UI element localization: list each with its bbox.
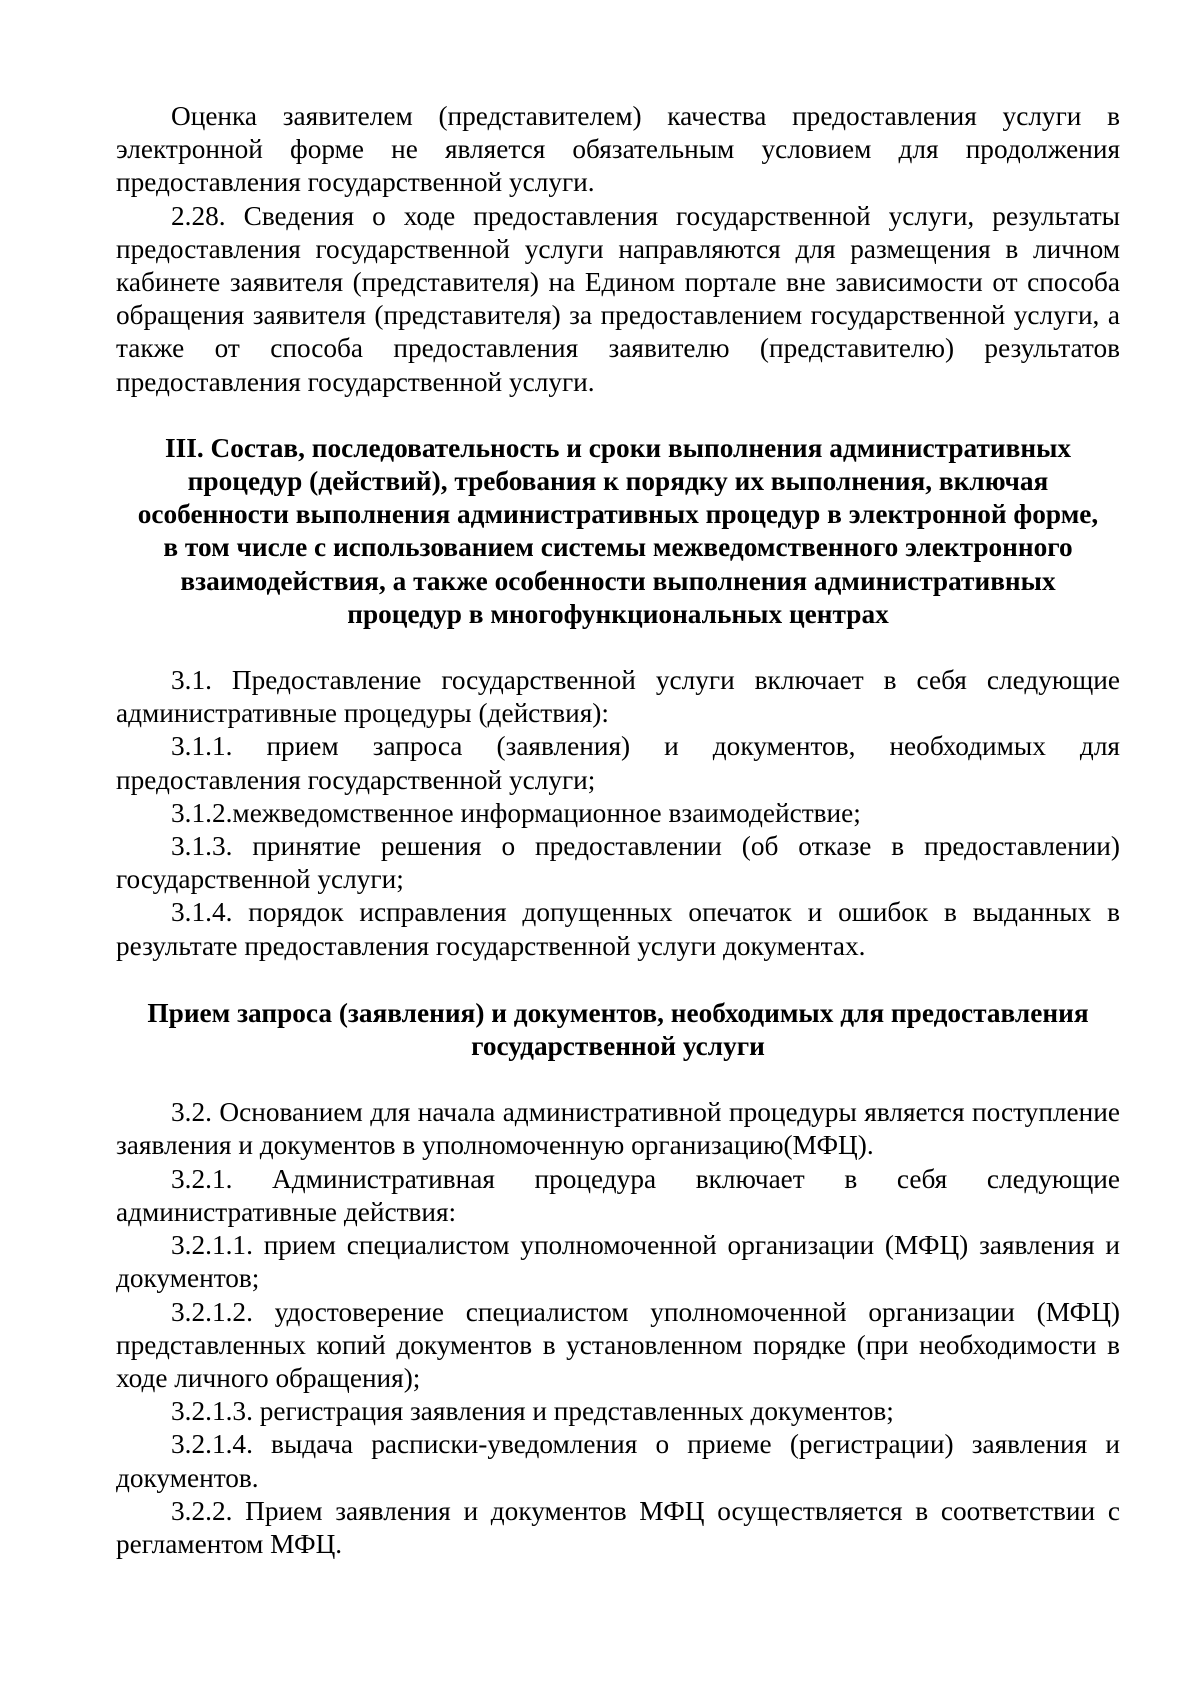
- section-3-heading-line: процедур в многофункциональных центрах: [347, 598, 889, 629]
- paragraph-3-2-1-3: 3.2.1.3. регистрация заявления и представленных документов;: [171, 1396, 894, 1427]
- paragraph-3-2: 3.2. Основанием для начала административной процедуры является поступление заявления и документов в уполномоченную организацию(МФЦ).: [116, 1097, 1120, 1161]
- subsection-heading-line: Прием запроса (заявления) и документов, необходимых для предоставления: [147, 997, 1089, 1028]
- paragraph-3-2-1-2: 3.2.1.2. удостоверение специалистом уполномоченной организации (МФЦ) представленных копий документов в установленном порядке (при необходимости в ходе личного обращения);: [116, 1296, 1120, 1393]
- paragraph-3-2-1: 3.2.1. Административная процедура включает в себя следующие административные действия:: [116, 1163, 1120, 1227]
- section-3-heading-line: процедур (действий), требования к порядку их выполнения, включая: [187, 466, 1049, 497]
- subsection-heading-line: государственной услуги: [471, 1031, 765, 1062]
- paragraph-3-1-1: 3.1.1. прием запроса (заявления) и документов, необходимых для предоставления государственной услуги;: [116, 731, 1120, 795]
- section-3-heading-line: особенности выполнения административных процедур в электронной форме,: [137, 499, 1099, 530]
- paragraph-3-1-4: 3.1.4. порядок исправления допущенных опечаток и ошибок в выданных в результате предоставления государственной услуги документах.: [116, 897, 1120, 961]
- section-3-heading: [116, 432, 1120, 631]
- paragraph-3-2-2: 3.2.2. Прием заявления и документов МФЦ осуществляется в соответствии с регламентом МФЦ.: [116, 1495, 1120, 1559]
- section-3-heading-line: в том числе с использованием системы межведомственного электронного: [163, 532, 1073, 563]
- paragraph-2-28: 2.28. Сведения о ходе предоставления государственной услуги, результаты предоставления государственной услуги направляются для размещения в личном кабинете заявителя (представителя) на Едином портале вне зависимости от способа обращения заявителя (представителя) за предоставлением государственной услуги, а также от способа предоставления заявителю (представителю) результатов предоставления государственной услуги.: [116, 200, 1120, 397]
- paragraph-rating-note: Оценка заявителем (представителем) качества предоставления услуги в электронной форме не является обязательным условием для продолжения предоставления государственной услуги.: [116, 101, 1120, 198]
- paragraph-3-2-1-1: 3.2.1.1. прием специалистом уполномоченной организации (МФЦ) заявления и документов;: [116, 1230, 1120, 1294]
- section-3-heading-line: III. Состав, последовательность и сроки выполнения административных: [164, 432, 1072, 463]
- subsection-heading: [116, 997, 1120, 1063]
- paragraph-3-1-3: 3.1.3. принятие решения о предоставлении (об отказе в предоставлении) государственной услуги;: [116, 831, 1120, 895]
- document-page: [116, 100, 1120, 1561]
- paragraph-3-2-1-4: 3.2.1.4. выдача расписки-уведомления о приеме (регистрации) заявления и документов.: [116, 1429, 1120, 1493]
- section-3-heading-line: взаимодействия, а также особенности выполнения административных: [180, 565, 1056, 596]
- paragraph-3-1: 3.1. Предоставление государственной услуги включает в себя следующие административные процедуры (действия):: [116, 665, 1120, 729]
- paragraph-3-1-2: 3.1.2.межведомственное информационное взаимодействие;: [171, 797, 861, 828]
